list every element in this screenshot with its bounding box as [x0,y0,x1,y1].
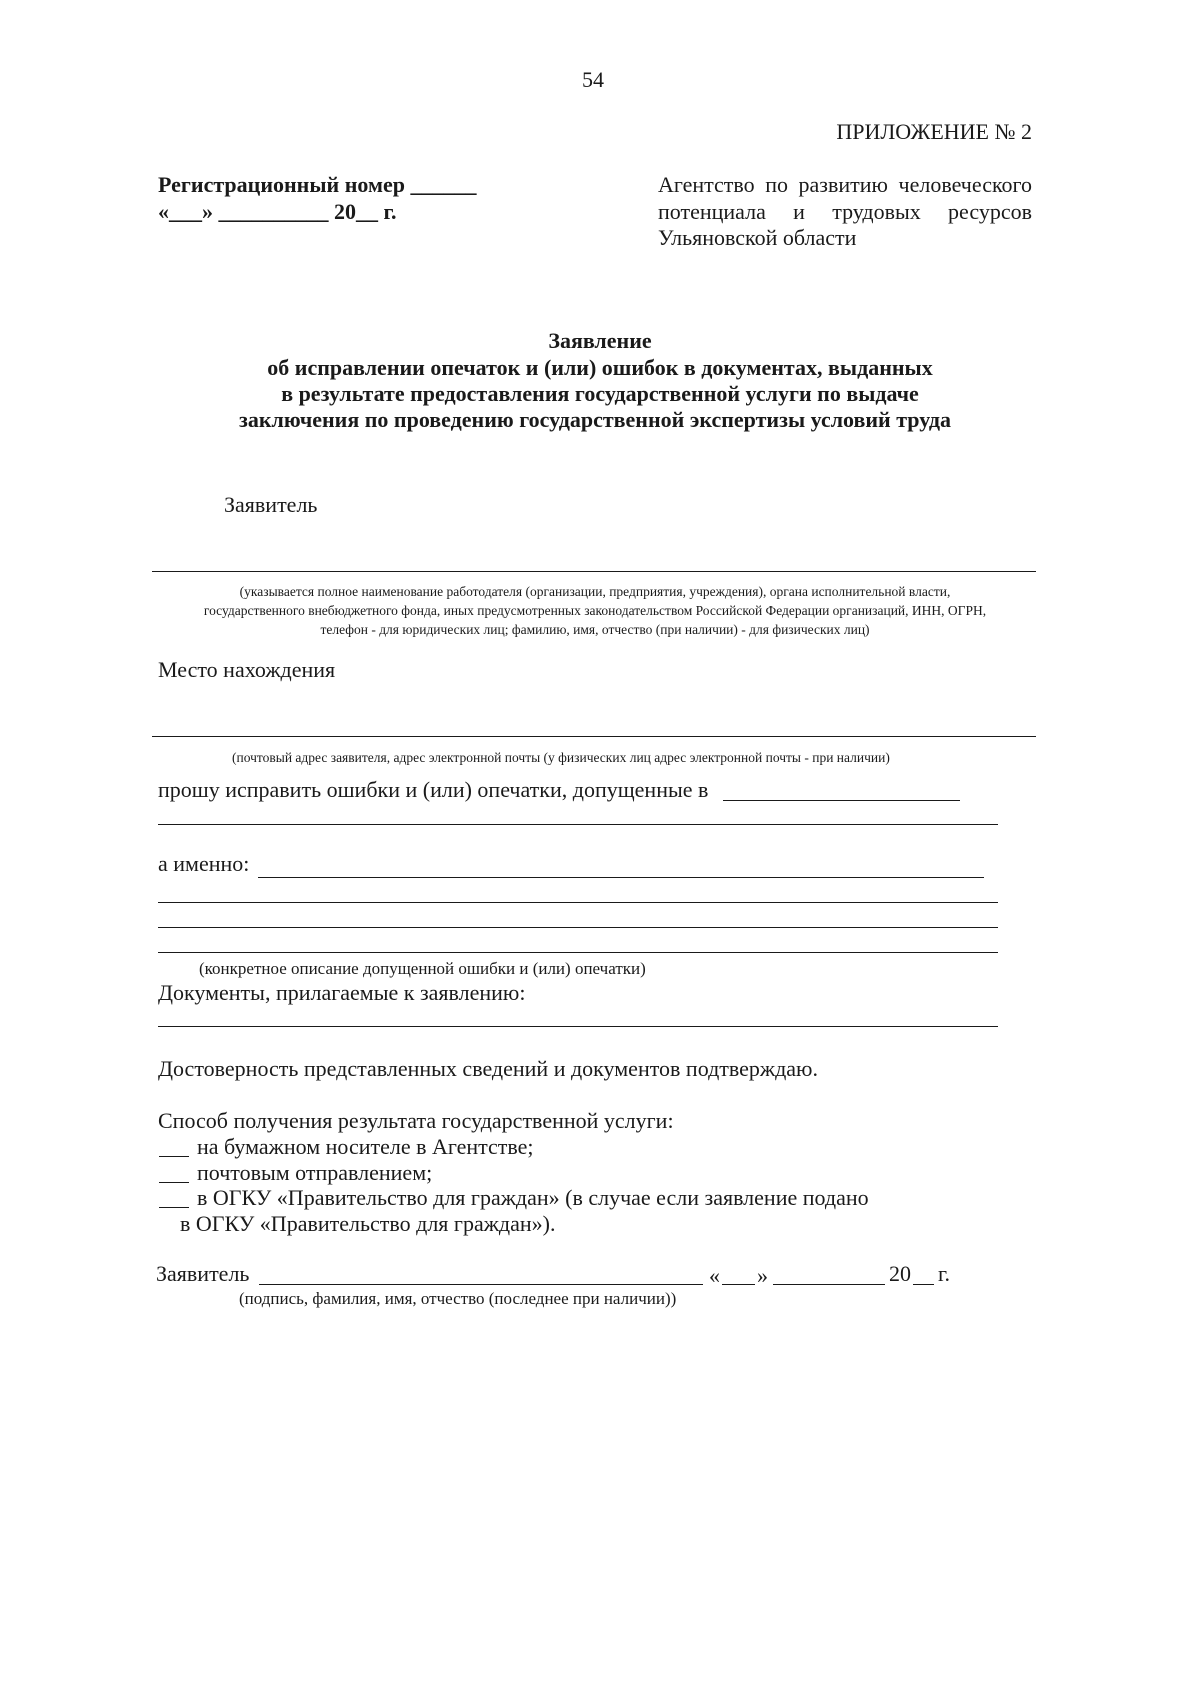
applicant-label: Заявитель [224,492,318,517]
addressee-word: ресурсов [948,199,1032,224]
addressee-word: трудовых [832,199,921,224]
receipt-option-2-mark[interactable] [159,1182,189,1183]
receipt-option-3-continued: в ОГКУ «Правительство для граждан»). [180,1211,556,1236]
applicant-line[interactable] [152,571,1036,572]
namely-label: а именно: [158,851,250,876]
receipt-option-1: на бумажном носителе в Агентстве; [197,1134,534,1159]
document-subtitle-line-1: об исправлении опечаток и (или) ошибок в документах, выданных [267,355,933,380]
receipt-option-1-mark[interactable] [159,1156,189,1157]
addressee-line-2 [658,201,1032,223]
signature-date-close-quote: » [757,1263,768,1288]
signature-month-line[interactable] [773,1284,885,1285]
applicant-hint-2: государственного внебюджетного фонда, иных предусмотренных законодательством Российской Федерации организаций, ИНН, ОГРН, [203,603,987,618]
page-number: 54 [582,67,604,92]
receipt-option-3-mark[interactable] [159,1207,189,1208]
confirmation-text: Достоверность представленных сведений и документов подтверждаю. [158,1056,818,1081]
request-text: прошу исправить ошибки и (или) опечатки, допущенные в [158,777,709,802]
signature-label: Заявитель [156,1261,250,1286]
addressee-line-1: Агентство по развитию человеческого [658,172,1032,197]
documents-line[interactable] [158,1026,998,1027]
signature-year-line[interactable] [913,1284,934,1285]
namely-hint: (конкретное описание допущенной ошибки и (или) опечатки) [199,959,646,978]
applicant-hint-1: (указывается полное наименование работодателя (организации, предприятия, учреждения), органа исполнительной власти, [239,584,951,599]
document-title: Заявление [548,328,652,353]
namely-inline-line[interactable] [258,877,984,878]
registration-date: «___» __________ 20__ г. [158,199,397,224]
addressee-line-3: Ульяновской области [658,225,857,250]
appendix-label: ПРИЛОЖЕНИЕ № 2 [836,119,1032,144]
addressee-word: потенциала [658,199,766,224]
document-subtitle-line-3: заключения по проведению государственной экспертизы условий труда [238,407,951,432]
signature-year: 20 [889,1261,911,1286]
location-line[interactable] [152,736,1036,737]
documents-label: Документы, прилагаемые к заявлению: [158,980,526,1005]
request-inline-line[interactable] [723,800,960,801]
location-label: Место нахождения [158,657,336,682]
namely-line-2[interactable] [158,927,998,928]
namely-line-3[interactable] [158,952,998,953]
signature-hint: (подпись, фамилия, имя, отчество (последнее при наличии)) [239,1289,677,1308]
document-subtitle-line-2: в результате предоставления государственной услуги по выдаче [281,381,919,406]
signature-day-line[interactable] [722,1284,755,1285]
applicant-hint-3: телефон - для юридических лиц; фамилию, имя, отчество (при наличии) - для физических лиц) [320,622,870,637]
signature-year-suffix: г. [938,1261,951,1286]
signature-line[interactable] [259,1284,703,1285]
namely-line-1[interactable] [158,902,998,903]
receipt-heading: Способ получения результата государственной услуги: [158,1108,674,1133]
request-line[interactable] [158,824,998,825]
addressee-word: и [793,199,805,224]
receipt-option-2: почтовым отправлением; [197,1160,433,1185]
receipt-option-3: в ОГКУ «Правительство для граждан» (в случае если заявление подано [197,1185,869,1210]
signature-date-open-quote: « [709,1263,720,1288]
location-hint: (почтовый адрес заявителя, адрес электронной почты (у физических лиц адрес электронной почты - при наличии) [232,750,890,765]
registration-number: Регистрационный номер ______ [158,172,477,197]
